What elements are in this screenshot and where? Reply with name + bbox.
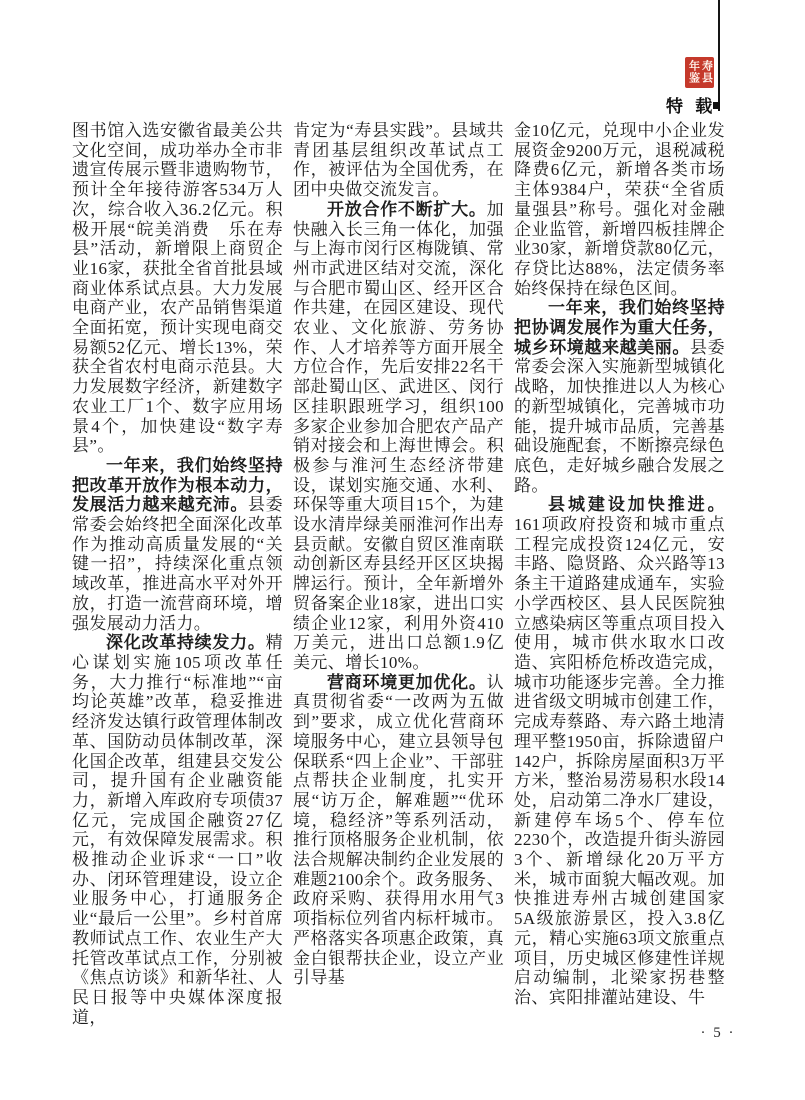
paragraph xyxy=(293,673,504,988)
paragraph xyxy=(293,200,504,673)
section-title-dot xyxy=(713,102,720,109)
paragraph-text: 精心谋划实施105项改革任务，大力推行“标准地”“亩均论英雄”改革，稳妥推进经济发达镇行政管理体制改革、国防动员体制改革，深化国企改革，组建县交发公司，提升国有企业融资能力，新增入库政府专项债37亿元，完成国企融资27亿元，有效保障发展需求。积极推动企业诉求“一口”收办、闭环管理建设，设立企业服务中心，打通服务企业“最后一公里”。乡村首席教师试点工作、农业生产大托管改革试点工作，分别被《焦点访谈》和新华社、人民日报等中央媒体深度报道， xyxy=(72,633,283,1027)
paragraph-lead-bold: 营商环境更加优化。 xyxy=(327,672,487,692)
paragraph xyxy=(72,121,283,456)
paragraph-text: 认真贯彻省委“一改两为五做到”要求，成立优化营商环境服务中心，建立县领导包保联系“四上企业”、干部驻点帮扶企业制度，扎实开展“访万企，解难题”“优环境，稳经济”等系列活动，推行顶格服务企业机制，依法合规解决制约企业发展的难题2100余个。政务服务、政府采购、获得用水用气3项指标位列省内标杆城市。严格落实各项惠企政策，真金白银帮扶企业，设立产业引导基 xyxy=(293,672,504,988)
text-column-1 xyxy=(72,121,283,1027)
yearbook-seal xyxy=(685,57,714,88)
paragraph-lead-bold: 一年来，我们始终坚持把改革开放作为根本动力，发展活力越来越充沛。 xyxy=(72,455,283,515)
seal-calligraphy-text: 寿县年鉴 xyxy=(687,59,713,84)
page-number: · 5 · xyxy=(700,1025,736,1041)
paragraph-text: 县委常委会深入实施新型城镇化战略，加快推进以人为核心的新型城镇化，完善城市功能，提升城市品质，完善基础设施配套，不断擦亮绿色底色，走好城乡融合发展之路。 xyxy=(514,337,725,495)
paragraph xyxy=(514,121,725,298)
paragraph xyxy=(72,456,283,633)
paragraph-text: 肯定为“寿县实践”。县域共青团基层组织改革试点工作，被评估为全国优秀，在团中央做交流发言。 xyxy=(293,121,504,200)
paragraph-lead-bold: 开放合作不断扩大。 xyxy=(327,199,487,219)
paragraph-lead-bold: 深化改革持续发力。 xyxy=(106,633,266,653)
text-column-3 xyxy=(514,121,725,1008)
paragraph-text: 161项政府投资和城市重点工程完成投资124亿元，安丰路、隐贤路、众兴路等13条主干道路建成通车，实验小学西校区、县人民医院独立感染病区等重点项目投入使用，城市供水取水口改造、宾阳桥危桥改造完成，城市功能逐步完善。全力推进省级文明城市创建工作，完成寿蔡路、寿六路土地清理平整1950亩，拆除遗留户142户，拆除房屋面积3万平方米，整治易涝易积水段14处，启动第二净水厂建设，新建停车场5个、停车位2230个，改造提升街头游园3个、新增绿化20万平方米，城市面貌大幅改观。加快推进寿州古城创建国家5A级旅游景区，投入3.8亿元，精心实施63项文旅重点项目，历史城区修建性详规启动编制，北梁家拐巷整治、宾阳排灌站建设、牛 xyxy=(514,515,725,1007)
section-title: 特 载 xyxy=(666,97,713,116)
paragraph-text: 县委常委会始终把全面深化改革作为推动高质量发展的“关键一招”，持续深化重点领域改革，推进高水平对外开放，打造一流营商环境，增强发展动力活力。 xyxy=(72,495,283,633)
paragraph-text: 金10亿元，兑现中小企业发展资金9200万元，退税减税降费6亿元，新增各类市场主体9384户，荣获“全省质量强县”称号。强化对金融企业监管，新增四板挂牌企业30家，新增贷款80亿元，存贷比达88%，法定债务率始终保持在绿色区间。 xyxy=(514,121,725,298)
paragraph xyxy=(514,495,725,1007)
paragraph xyxy=(514,298,725,495)
header-vertical-rule xyxy=(718,0,720,111)
paragraph-lead-bold: 县城建设加快推进。 xyxy=(548,495,725,515)
paragraph-lead-bold: 一年来，我们始终坚持把协调发展作为重大任务，城乡环境越来越美丽。 xyxy=(514,298,725,357)
paragraph-text: 图书馆入选安徽省最美公共文化空间，成功举办全市非遗宣传展示暨非遗购物节，预计全年接待游客534万人次，综合收入36.2亿元。积极开展“皖美消费 乐在寿县”活动，新增限上商贸企业16家，获批全省首批县域商业体系试点县。大力发展电商产业，农产品销售渠道全面拓宽，预计实现电商交易额52亿元、增长13%，荣获全省农村电商示范县。大力发展数字经济，新建数字农业工厂1个、数字应用场景4个，加快建设“数字寿县”。 xyxy=(72,121,283,456)
paragraph-text: 加快融入长三角一体化，加强与上海市闵行区梅陇镇、常州市武进区结对交流，深化与合肥市蜀山区、经开区合作共建，在园区建设、现代农业、文化旅游、劳务协作、人才培养等方面开展全方位合作，先后安排22名干部赴蜀山区、武进区、闵行区挂职跟班学习，组织100多家企业参加合肥农产品产销对接会和上海世博会。积极参与淮河生态经济带建设，谋划实施交通、水利、环保等重大项目15个，为建设水清岸绿美丽淮河作出寿县贡献。安徽自贸区淮南联动创新区寿县经开区区块揭牌运行。预计，全年新增外贸备案企业18家，进出口实绩企业12家，利用外资410万美元，进出口总额1.9亿美元、增长10%。 xyxy=(293,199,504,672)
text-column-2 xyxy=(293,121,504,988)
paragraph xyxy=(293,121,504,200)
paragraph xyxy=(72,633,283,1027)
